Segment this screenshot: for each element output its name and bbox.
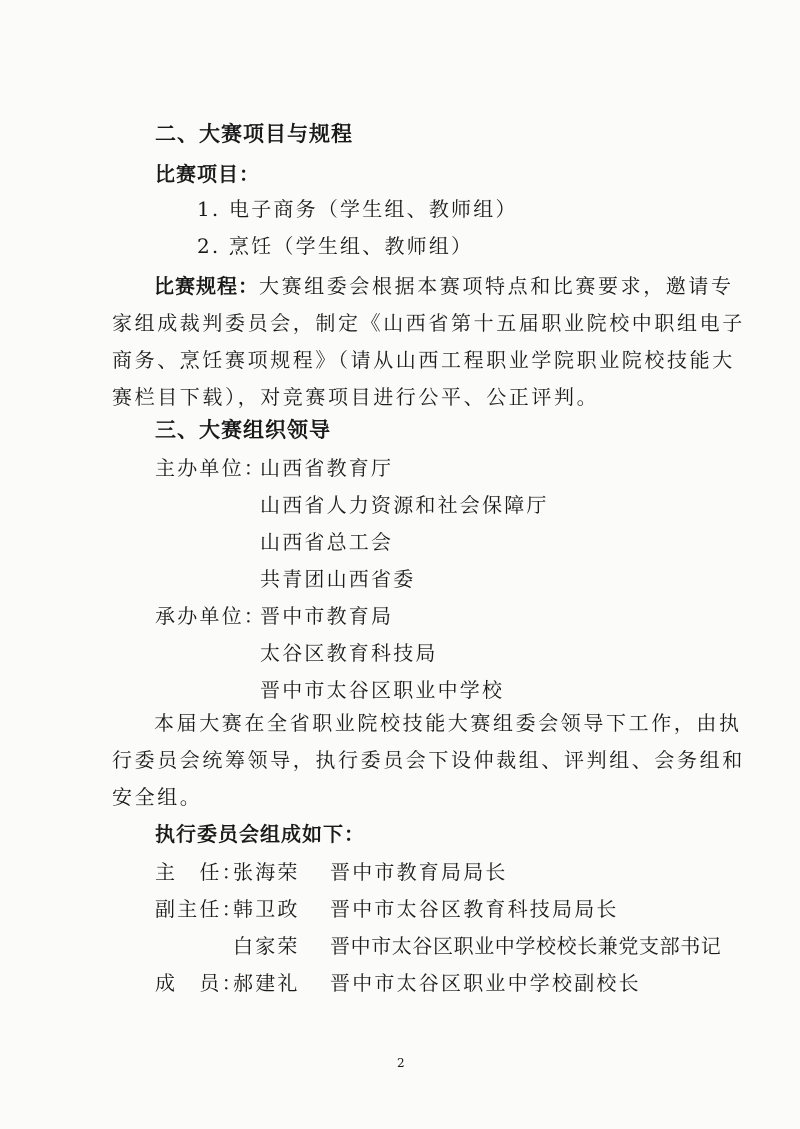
host-unit: 山西省人力资源和社会保障厅 xyxy=(260,493,549,517)
summary-line: 安全组。 xyxy=(112,785,203,809)
rules-line: 赛栏目下载），对竞赛项目进行公平、公正评判。 xyxy=(112,385,600,409)
host-unit: 山西省教育厅 xyxy=(260,456,394,480)
committee-name: 张海荣 xyxy=(233,860,300,884)
rules-line: 商务、烹饪赛项规程》（请从山西工程职业学院职业院校技能大 xyxy=(112,348,735,372)
rules-paragraph xyxy=(112,268,745,416)
organizer-unit: 太谷区教育科技局 xyxy=(260,641,438,665)
committee-title: 晋中市太谷区职业中学校校长兼党支部书记 xyxy=(330,934,722,958)
section-heading: 三、大赛组织领导 xyxy=(155,418,331,442)
summary-paragraph xyxy=(112,705,745,816)
committee-name: 郝建礼 xyxy=(233,971,300,995)
section-heading: 二、大赛项目与规程 xyxy=(155,122,353,146)
committee-role: 成 员： xyxy=(155,971,244,995)
committee-title: 晋中市教育局局长 xyxy=(330,860,508,884)
events-label: 比赛项目： xyxy=(155,162,260,186)
rules-line: 家组成裁判委员会，制定《山西省第十五届职业院校中职组电子 xyxy=(112,311,745,335)
event-item: 1. 电子商务（学生组、教师组） xyxy=(197,197,518,221)
committee-title: 晋中市太谷区职业中学校副校长 xyxy=(330,971,641,995)
committee-role: 副主任： xyxy=(155,897,244,921)
host-unit: 山西省总工会 xyxy=(260,530,394,554)
committee-name: 白家荣 xyxy=(233,934,300,958)
summary-line: 行委员会统筹领导，执行委员会下设仲裁组、评判组、会务组和 xyxy=(112,748,745,772)
event-item: 2. 烹饪（学生组、教师组） xyxy=(197,234,474,258)
page-number: 2 xyxy=(397,1056,405,1070)
host-unit: 共青团山西省委 xyxy=(260,567,416,591)
organizer-unit: 晋中市教育局 xyxy=(260,604,394,628)
committee-heading: 执行委员会组成如下： xyxy=(155,822,365,846)
committee-name: 韩卫政 xyxy=(233,897,300,921)
committee-title: 晋中市太谷区教育科技局局长 xyxy=(330,897,619,921)
summary-line: 本届大赛在全省职业院校技能大赛组委会领导下工作，由执 xyxy=(154,711,742,735)
host-label: 主办单位： xyxy=(155,456,266,480)
organizer-unit: 晋中市太谷区职业中学校 xyxy=(260,678,505,702)
committee-role: 主 任： xyxy=(155,860,244,884)
rules-line: 大赛组委会根据本赛项特点和比赛要求，邀请专 xyxy=(259,274,734,298)
organizer-label: 承办单位： xyxy=(155,604,266,628)
rules-label: 比赛规程： xyxy=(154,274,259,298)
